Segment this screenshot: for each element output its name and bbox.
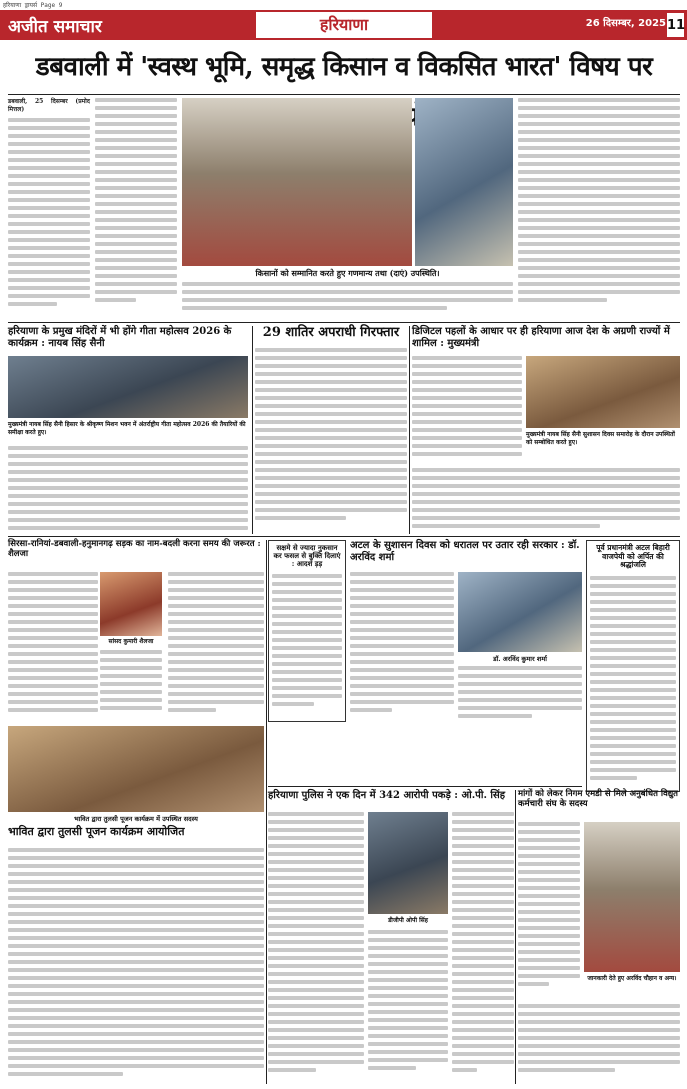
sirsa-photo-caption: सांसद कुमारी शैलजा [108, 638, 154, 645]
main-story-col-2 [95, 98, 177, 320]
divider [8, 322, 680, 323]
employees-headline: मांगों को लेकर निगम एमडी से मिले अनुबंधित विद्युत कर्मचारी संघ के सदस्य [518, 789, 679, 809]
arrests-body [255, 348, 407, 534]
employees-body [518, 822, 580, 1002]
police-photo [368, 812, 448, 914]
print-strip: हरियाणा ड्रायर्स Page 9 [3, 2, 63, 9]
digital-photo [526, 356, 680, 428]
main-photo-caption: किसानों को सम्मानित करते हुए गणमान्य तथा (दाएं) उपस्थिति। [255, 268, 440, 278]
column-rule [515, 790, 516, 1084]
divider [8, 536, 680, 537]
digital-body [412, 356, 522, 466]
sirsa-headline: सिरसा-रानियां-डबवाली-हनुमानगढ़ सड़क का नाम-बदली करना समय की जरूरत : शैलजा [8, 539, 261, 559]
main-story-continued [182, 282, 513, 320]
paper-name: अजीत समाचार [8, 17, 102, 37]
divider [268, 786, 582, 787]
tulsi-headline: भावित द्वारा तुलसी पूजन कार्यक्रम आयोजित [8, 825, 185, 838]
arrests-headline: 29 शातिर अपराधी गिरफ्तार [262, 325, 400, 340]
issue-date: 26 दिसम्बर, 2025 [585, 18, 666, 29]
tulsi-photo-caption: भावित द्वारा तुलसी पूजन कार्यक्रम में उपस्थित सदस्य [74, 815, 198, 823]
cm-event-body [8, 446, 248, 534]
cm-event-headline: हरियाणा के प्रमुख मंदिरों में भी होंगे गीता महोत्सव 2026 के कार्यक्रम : नायब सिंह सैनी [8, 326, 232, 349]
police-photo-caption: डीजीपी ओपी सिंह [388, 917, 428, 924]
column-rule [409, 326, 410, 534]
section-title: हरियाणा [256, 12, 432, 38]
main-story-col-1 [8, 98, 90, 320]
sirsa-body-2 [100, 650, 162, 722]
text-lines [8, 118, 90, 310]
police-body-3 [452, 812, 514, 1084]
page-number: 11 [666, 12, 685, 38]
police-headline: हरियाणा पुलिस ने एक दिन में 342 आरोपी पकड़े : ओ.पी. सिंह [268, 790, 506, 801]
employees-body-2 [518, 1004, 680, 1084]
cm-event-photo [8, 356, 248, 418]
tribute-body [590, 576, 676, 788]
employees-photo [584, 822, 680, 972]
column-rule [252, 326, 253, 534]
governance-headline: अटल के सुशासन दिवस को धरातल पर उतार रही सरकार : डॉ. अरविंद शर्मा [350, 540, 580, 563]
main-story-right-cols [518, 98, 680, 320]
digital-headline: डिजिटल पहलों के आधार पर ही हरियाणा आज देश के अग्रणी राज्यों में शामिल : मुख्यमंत्री [412, 326, 670, 349]
police-body-2 [368, 930, 448, 1084]
tulsi-photo [8, 726, 264, 812]
sirsa-body [8, 572, 98, 722]
divider [8, 94, 680, 95]
main-headline: डबवाली में 'स्वस्थ भूमि, समृद्ध किसान व विकसित भारत' विषय पर [35, 52, 653, 82]
main-photo-crowd [415, 98, 513, 266]
column-rule [266, 540, 267, 1084]
text-lines [95, 98, 177, 306]
digital-photo-caption: मुख्यमंत्री नायब सिंह सैनी सुशासन दिवस समारोह के दौरान उपस्थितों को सम्बोधित करते हुए। [526, 431, 675, 446]
paddy-body [272, 574, 342, 718]
paddy-headline: सक्षमे से ज्यादा नुकसान कर फसल से बुक्ति दिलाएं : आदर्श ड़ड़ [273, 543, 341, 569]
governance-body-2 [458, 666, 582, 722]
main-photo-awards [182, 98, 412, 266]
dateline: डबवाली, 25 दिसम्बर (प्रमोद मित्तल) [8, 98, 90, 113]
governance-photo-caption: डॉ. अरविंद कुमार शर्मा [493, 655, 547, 663]
police-body [268, 812, 364, 1084]
tulsi-body [8, 848, 264, 1084]
governance-photo [458, 572, 582, 652]
digital-body-2 [412, 468, 680, 534]
cm-event-photo-caption: मुख्यमंत्री नायब सिंह सैनी हिसार के श्रीकृष्ण मिशन भवन में अंतर्राष्ट्रीय गीता महोत्सव 2026 की तैयारियों की समीक्षा करते हुए। [8, 421, 246, 436]
sirsa-photo [100, 572, 162, 636]
tribute-headline: पूर्व प्रधानमंत्री अटल बिहारी वाजपेयी को अर्पित की श्रद्धांजलि [596, 543, 670, 570]
governance-body [350, 572, 454, 722]
sirsa-body-3 [168, 572, 264, 722]
employees-photo-caption: जानकारी देते हुए अरविंद चौहान व अन्य। [587, 975, 677, 982]
